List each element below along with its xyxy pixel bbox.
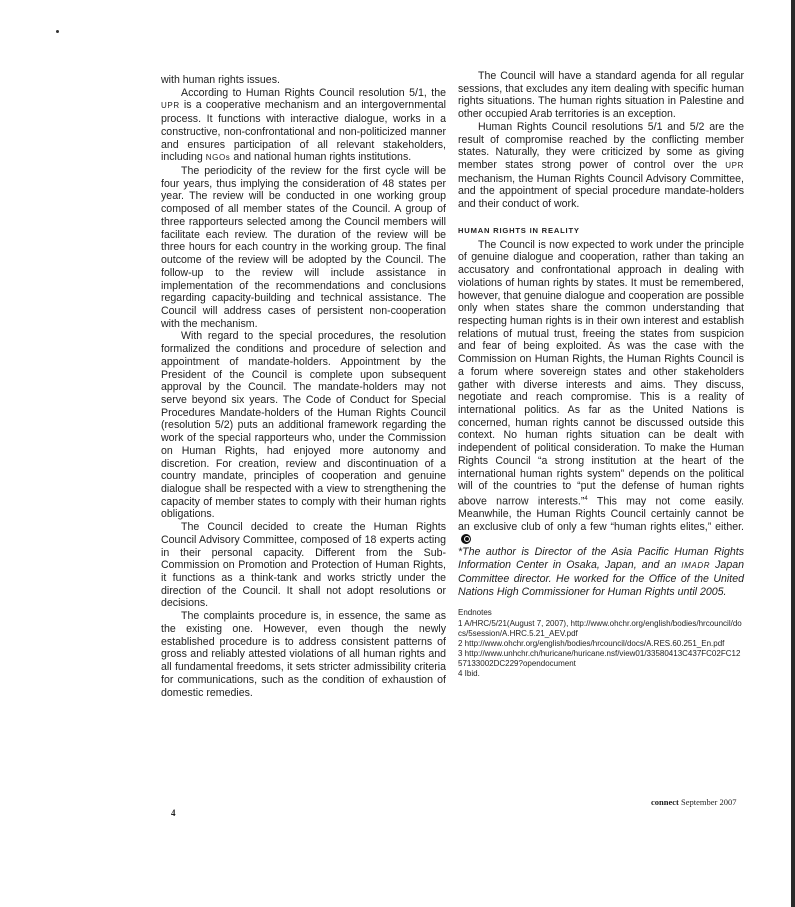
endnotes xyxy=(458,608,744,679)
footer xyxy=(651,797,736,807)
paragraph-periodicity: The periodicity of the review for the first cycle will be four years, thus implying the consideration of 48 states per year. The review will be conducted in one working group composed of all member states of the Council. A group of three rapporteurs selected among the Council members will facilitate each review. The duration of the review will be three hours for each country in the working group. The final outcome of the review will be adopted by the Council. The follow-up to the review will include assistance in implementation of the recommendations and conclusions regarding capacity-building and technical assistance. The Council will address cases of persistent non-cooperation with the mechanism. xyxy=(161,165,446,330)
footer-brand: connect xyxy=(651,797,679,807)
scan-border xyxy=(791,0,795,907)
paragraph-compromise: Human Rights Council resolutions 5/1 and 5/2 are the result of compromise reached by the conflicting member states. Naturally, they were criticized by some as giving member states strong power of control over the UPR mechanism, the Human Rights Council Advisory Committee, and the appointment of special procedure mandate-holders and their conduct of work. xyxy=(458,120,744,211)
paragraph-advisory-committee: The Council decided to create the Human Rights Council Advisory Committee, composed of 18 experts acting in their personal capacity. Different from the Sub-Commission on Promotion and Protection of Human Rights, it functions as a think-tank and works strictly under the direction of the Council. It shall not adopt resolutions or decisions. xyxy=(161,521,446,610)
page-number: 4 xyxy=(171,808,176,818)
footer-date: September 2007 xyxy=(680,797,737,807)
endnotes-title: Endnotes xyxy=(458,608,492,618)
paragraph-complaints: The complaints procedure is, in essence, the same as the existing one. However, even though the newly established procedure is to address consistent patterns of gross and reliably attested violations of all human rights and all fundamental freedoms, it sets stricter admissibility criteria for communications, such as the condition of exhaustion of domestic remedies. xyxy=(161,610,446,699)
section-heading: HUMAN RIGHTS IN REALITY xyxy=(458,225,580,235)
paragraph-upr: According to Human Rights Council resolution 5/1, the UPR is a cooperative mechanism and an intergovernmental process. It functions with interactive dialogue, works in a constructive, non-confrontational and non-politicized manner and ensures participation of all relevant stakeholders, including NGOs and national human rights institutions. xyxy=(161,86,446,164)
endnote-item: 2 http://www.ohchr.org/english/bodies/hrcouncil/docs/A.RES.60.251_En.pdf xyxy=(458,639,725,649)
scan-speck xyxy=(56,30,59,33)
author-note: *The author is Director of the Asia Pacific Human Rights Information Center in Osaka, Japan, and an IMADR Japan Committee director. He worked for the Office of the United Nations High Commissioner for Human Rights until 2005. xyxy=(458,546,745,598)
right-column xyxy=(458,70,744,679)
paragraph-special-procedures: With regard to the special procedures, the resolution formalized the conditions and procedure of selection and appointment of mandate-holders. Appointment by the President of the Council is complete upon subsequent approval by the Council. The mandate-holders may not serve beyond six years. The Code of Conduct for Special Procedures Mandate-holders of the Human Rights Council (resolution 5/2) puts an additional framework regarding the work of the special rapporteurs who, under the Commission on Human Rights, had enjoyed more autonomy and discretion. For creation, review and discontinuation of a country mandate, principles of cooperation and genuine dialogue shall be respected with a view to strengthening the capacity of member states to comply with their human rights obligations. xyxy=(161,330,446,521)
left-column xyxy=(161,74,446,699)
paragraph-reality: The Council is now expected to work under the principle of genuine dialogue and cooperation, rather than taking an accusatory and confrontational approach in dealing with violations of human rights by states. It must be remembered, however, that genuine dialogue and cooperation are possible only when states share the common understanding that respecting human rights is in their own interest and establish relations of mutual trust, freeing the states from suspicion and fear of being exploited. As was the case with the Commission on Human Rights, the Human Rights Council is a forum where sovereign states and other stakeholders gather with diverse interests and aims. They discuss, negotiate and reach compromise. This is a reality of international politics. As far as the United Nations is concerned, human rights cannot be discussed outside this context. No human rights situation can be dealt with independent of political consideration. To make the Human Rights Council “a strong institution at the heart of the international human rights system” depends on the political will of the countries to “put the defense of human rights above narrow interests.”$^4$ This may not come easily. Meanwhile, the Human Rights Council certainly cannot be an exclusive club of only a few “human rights elites,” either. xyxy=(458,239,744,547)
paragraph: with human rights issues. xyxy=(161,74,280,86)
endnote-item: 3 http://www.unhchr.ch/huricane/huricane.nsf/view01/33580413C437FC02FC1257133002DC229?opendocument xyxy=(458,649,741,669)
endnote-item: 4 Ibid. xyxy=(458,669,480,679)
end-of-article-icon xyxy=(461,534,471,544)
endnote-item: 1 A/HRC/5/21(August 7, 2007), http://www.ohchr.org/english/bodies/hrcouncil/docs/5session/A.HRC.5.21_AEV.pdf xyxy=(458,619,742,639)
paragraph-agenda: The Council will have a standard agenda for all regular sessions, that excludes any item dealing with specific human rights situations. The human rights situation in Palestine and other occupied Arab territories is an exception. xyxy=(458,70,744,121)
